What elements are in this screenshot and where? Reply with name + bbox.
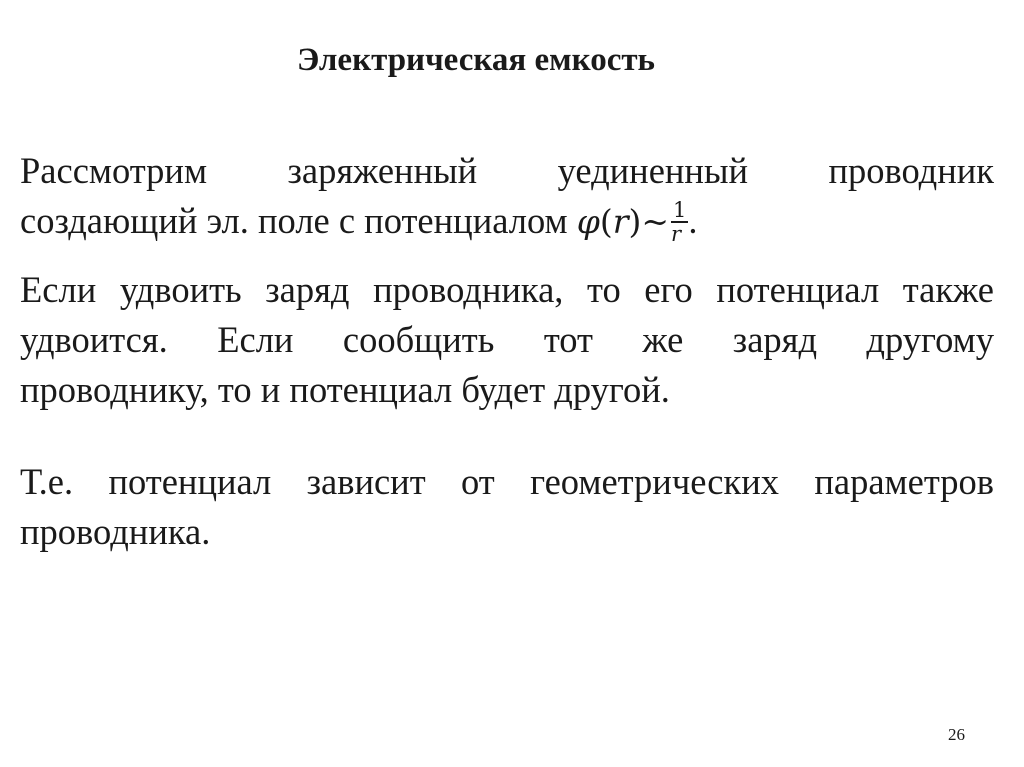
paragraph-doubling-line-3: проводнику, то и потенциал будет другой. [20,369,670,410]
fraction-denominator: r [671,222,682,246]
line-end: . [688,200,698,241]
word: проводник [828,150,995,191]
word: Рассмотрим [20,150,208,191]
r-variable: r [612,202,629,241]
paragraph-doubling [20,265,994,415]
paragraph-intro [20,146,994,246]
open-paren: ( [599,202,613,241]
paragraph-intro-line-2 [20,196,994,246]
close-paren: ) [628,202,642,241]
phi-symbol: φ [576,202,600,241]
slide-title: Электрическая емкость [296,42,656,78]
proportional-symbol: ~ [641,202,670,241]
paragraph-conclusion-line-1: Т.е. потенциал зависит от геометрических параметров [20,461,994,502]
potential-formula [576,198,689,246]
fraction-numerator: 1 [673,198,687,222]
word: уединенный [557,150,749,191]
line-text: создающий эл. поле с потенциалом [20,200,577,241]
word: заряженный [287,150,478,191]
fraction [671,199,688,245]
paragraph-conclusion-line-2: проводника. [20,511,211,552]
paragraph-conclusion [20,457,994,557]
paragraph-doubling-line-2: удвоится. Если сообщить тот же заряд другому [20,319,994,360]
paragraph-doubling-line-1: Если удвоить заряд проводника, то его потенциал также [20,269,994,310]
paragraph-intro-line-1 [20,146,994,196]
page-number: 26 [948,725,965,744]
